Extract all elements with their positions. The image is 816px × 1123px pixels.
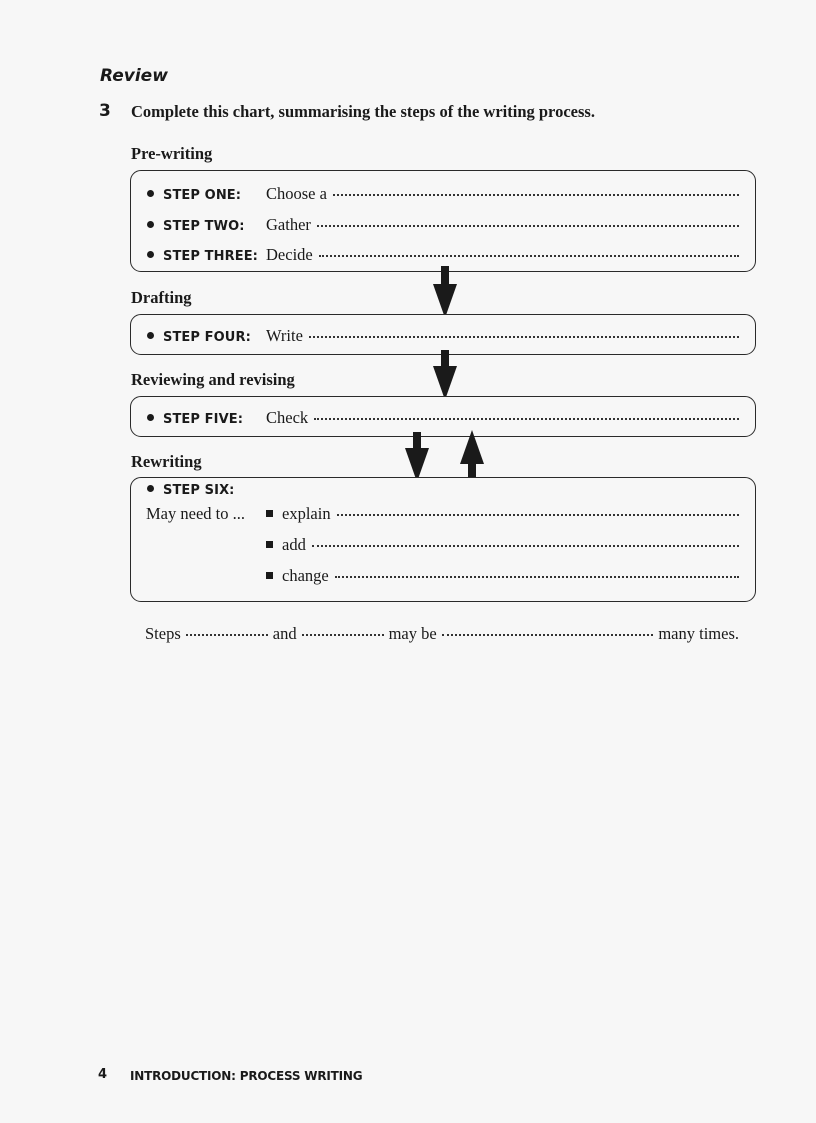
step-one-answer-blank[interactable] (333, 194, 739, 196)
section-label-rewriting: Rewriting (131, 452, 202, 471)
summary-blank-2[interactable] (302, 634, 384, 636)
step-three-answer-blank[interactable] (319, 255, 739, 257)
exercise-number: 3 (99, 101, 111, 121)
step-two-prompt: Gather (266, 215, 311, 234)
step-four-label: STEP FOUR: (163, 330, 251, 345)
rewrite-change-answer-blank[interactable] (335, 576, 739, 578)
square-bullet-icon (266, 572, 273, 579)
summary-blank-1[interactable] (186, 634, 268, 636)
step-one-prompt: Choose a (266, 184, 327, 203)
step-two-row (147, 215, 739, 237)
section-label-prewriting: Pre-writing (131, 144, 213, 163)
bullet-icon (147, 251, 154, 258)
page-number: 4 (98, 1067, 108, 1082)
up-arrow-icon (460, 430, 484, 480)
step-five-label: STEP FIVE: (163, 412, 244, 427)
bullet-icon (147, 221, 154, 228)
bullet-icon (147, 485, 154, 492)
rewrite-item-add (266, 535, 739, 557)
rewrite-item-label: change (282, 566, 329, 585)
step-three-label: STEP THREE: (163, 249, 258, 264)
prewriting-box (130, 170, 756, 272)
summary-part-4: many times. (658, 624, 739, 643)
summary-sentence (145, 624, 739, 644)
summary-blank-3[interactable] (442, 634, 654, 636)
bullet-icon (147, 414, 154, 421)
down-arrow-icon (405, 432, 429, 482)
rewrite-explain-answer-blank[interactable] (337, 514, 739, 516)
square-bullet-icon (266, 541, 273, 548)
rewrite-item-explain (266, 504, 739, 526)
rewrite-item-label: add (282, 535, 306, 554)
step-six-label: STEP SIX: (163, 483, 235, 498)
step-one-row (147, 184, 739, 206)
step-four-answer-blank[interactable] (309, 336, 739, 338)
rewriting-box (130, 477, 756, 602)
step-five-answer-blank[interactable] (314, 418, 739, 420)
bullet-icon (147, 332, 154, 339)
summary-part-3: may be (388, 624, 437, 643)
running-title: INTRODUCTION: PROCESS WRITING (130, 1069, 363, 1083)
step-three-row (147, 245, 739, 267)
exercise-instruction: Complete this chart, summarising the steps of the writing process. (131, 102, 595, 121)
step-two-answer-blank[interactable] (317, 225, 739, 227)
down-arrow-icon (433, 266, 457, 318)
step-one-label: STEP ONE: (163, 188, 242, 203)
step-six-intro: May need to ... (146, 504, 245, 523)
down-arrow-icon (433, 350, 457, 400)
section-label-reviewing: Reviewing and revising (131, 370, 295, 389)
bullet-icon (147, 190, 154, 197)
review-heading: Review (100, 66, 168, 86)
step-three-prompt: Decide (266, 245, 313, 264)
step-two-label: STEP TWO: (163, 219, 245, 234)
drafting-box (130, 314, 756, 355)
section-label-drafting: Drafting (131, 288, 192, 307)
step-six-row (147, 483, 739, 505)
square-bullet-icon (266, 510, 273, 517)
step-four-prompt: Write (266, 326, 303, 345)
summary-part-1: Steps (145, 624, 181, 643)
rewrite-item-change (266, 566, 739, 588)
step-five-row (147, 408, 739, 430)
reviewing-box (130, 396, 756, 437)
step-five-prompt: Check (266, 408, 309, 427)
step-four-row (147, 326, 739, 348)
rewrite-add-answer-blank[interactable] (312, 545, 739, 547)
summary-part-2: and (272, 624, 297, 643)
rewrite-item-label: explain (282, 504, 331, 523)
